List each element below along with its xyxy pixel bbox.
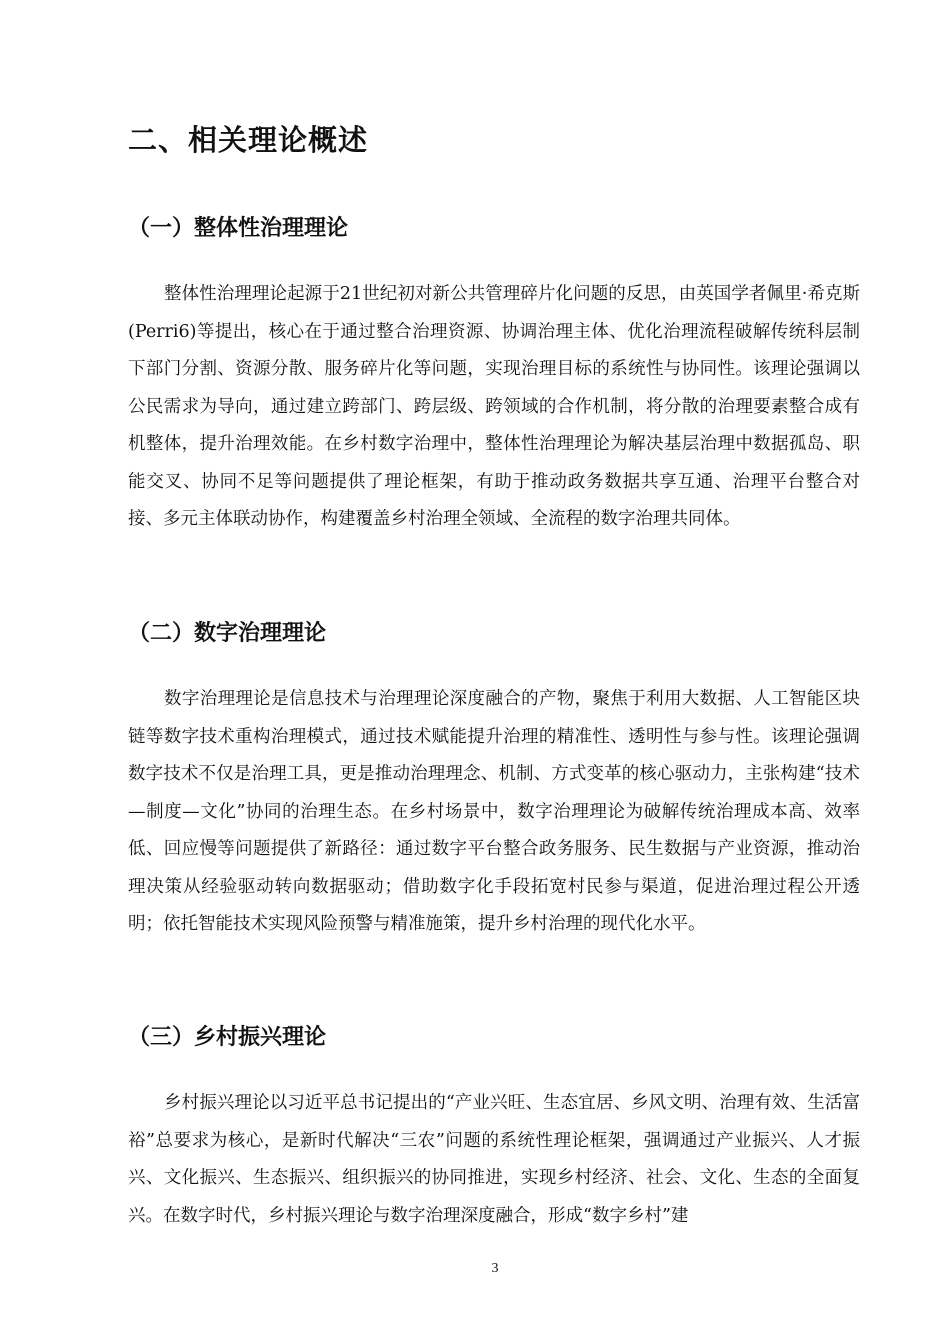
section-paragraph-holistic-governance: 整体性治理理论起源于21世纪初对新公共管理碎片化问题的反思，由英国学者佩里·希克斯(Perri6)等提出，核心在于通过整合治理资源、协调治理主体、优化治理流程破解传统科层制下部门分割、资源分散、服务碎片化等问题，实现治理目标的系统性与协同性。该理论强调以公民需求为导向，通过建立跨部门、跨层级、跨领域的合作机制，将分散的治理要素整合成有机整体，提升治理效能。在乡村数字治理中，整体性治理理论为解决基层治理中数据孤岛、职能交叉、协同不足等问题提供了理论框架，有助于推动政务数据共享互通、治理平台整合对接、多元主体联动协作，构建覆盖乡村治理全领域、全流程的数字治理共同体。 xyxy=(128,284,860,529)
chapter-title: 二、相关理论概述 xyxy=(128,123,369,157)
page-number: 3 xyxy=(491,1261,499,1276)
section-heading-holistic-governance: （一）整体性治理理论 xyxy=(128,216,349,241)
section-heading-rural-revitalization: （三）乡村振兴理论 xyxy=(128,1025,327,1050)
section-paragraph-digital-governance: 数字治理理论是信息技术与治理理论深度融合的产物，聚焦于利用大数据、人工智能区块链等数字技术重构治理模式，通过技术赋能提升治理的精准性、透明性与参与性。该理论强调数字技术不仅是治理工具，更是推动治理理念、机制、方式变革的核心驱动力，主张构建“技术—制度—文化”协同的治理生态。在乡村场景中，数字治理理论为破解传统治理成本高、效率低、回应慢等问题提供了新路径：通过数字平台整合政务服务、民生数据与产业资源，推动治理决策从经验驱动转向数据驱动；借助数字化手段拓宽村民参与渠道，促进治理过程公开透明；依托智能技术实现风险预警与精准施策，提升乡村治理的现代化水平。 xyxy=(128,689,860,934)
section-heading-digital-governance: （二）数字治理理论 xyxy=(128,621,327,646)
section-paragraph-rural-revitalization: 乡村振兴理论以习近平总书记提出的“产业兴旺、生态宜居、乡风文明、治理有效、生活富裕”总要求为核心，是新时代解决“三农”问题的系统性理论框架，强调通过产业振兴、人才振兴、文化振兴、生态振兴、组织振兴的协同推进，实现乡村经济、社会、文化、生态的全面复兴。在数字时代，乡村振兴理论与数字治理深度融合，形成“数字乡村”建 xyxy=(128,1093,860,1226)
